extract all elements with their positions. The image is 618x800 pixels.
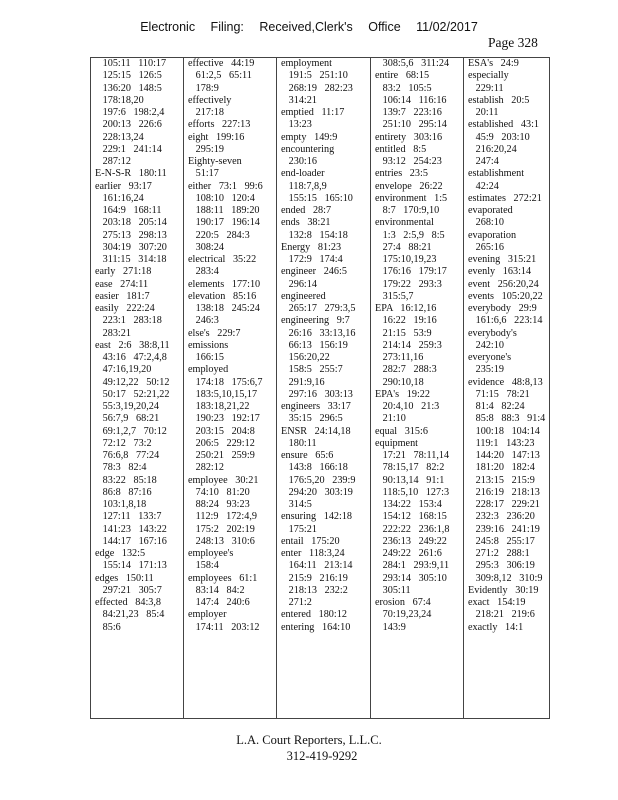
index-entry: Energy 81:23 — [281, 241, 342, 253]
index-entry: 242:10 — [468, 339, 504, 351]
index-entry: 232:3 236:20 — [468, 511, 535, 523]
index-entry: E-N-S-R 180:11 — [95, 168, 167, 180]
index-entry: 78:15,17 82:2 — [375, 462, 445, 474]
index-entry: effected 84:3,8 — [95, 597, 162, 608]
index-entry: 85:8 88:3 91:4 — [468, 413, 546, 425]
index-entry: 144:17 167:16 — [95, 535, 167, 547]
index-entry: 172:9 174:4 — [281, 254, 343, 265]
index-entry: 106:14 116:16 — [375, 94, 447, 106]
index-entry: 223:1 283:18 — [95, 315, 162, 327]
index-entry: everybody 29:9 — [468, 303, 537, 314]
index-entry: 143:9 — [375, 621, 406, 633]
index-entry: 69:1,2,7 70:12 — [95, 425, 167, 437]
index-entry: 42:24 — [468, 180, 499, 192]
index-entry: everybody's — [468, 327, 517, 339]
index-entry: EPA 16:12,16 — [375, 303, 437, 314]
index-entry: 158:5 255:7 — [281, 364, 343, 376]
index-entry: 147:4 240:6 — [188, 597, 250, 608]
index-entry: 161:16,24 — [95, 192, 144, 204]
index-entry: 103:1,8,18 — [95, 499, 147, 510]
index-entry: engineering 9:7 — [281, 315, 350, 327]
court-reporter-name: L.A. Court Reporters, L.L.C. — [236, 733, 382, 747]
index-entry: 66:13 156:19 — [281, 339, 348, 351]
index-entry: employer — [188, 609, 227, 621]
index-entry: 213:15 215:9 — [468, 474, 535, 486]
index-entry: 191:5 251:10 — [281, 70, 348, 82]
index-entry: events 105:20,22 — [468, 290, 543, 302]
index-entry: 183:18,21,22 — [188, 401, 250, 412]
index-entry: 158:4 — [188, 560, 219, 572]
index-entry: 265:16 — [468, 241, 504, 253]
index-entry: establish 20:5 — [468, 94, 530, 106]
index-entry: early 271:18 — [95, 266, 152, 278]
index-entry: 314:5 — [281, 499, 312, 510]
index-entry: 90:13,14 91:1 — [375, 474, 445, 486]
index-entry: 1:3 2:5,9 8:5 — [375, 229, 445, 241]
index-entry: 220:5 284:3 — [188, 229, 250, 241]
index-entry: 70:19,23,24 — [375, 609, 432, 621]
index-entry: 229:1 241:14 — [95, 143, 162, 155]
index-entry: exactly 14:1 — [468, 621, 524, 633]
index-entry: 174:18 175:6,7 — [188, 376, 263, 388]
index-entry: emptied 11:17 — [281, 107, 345, 118]
index-entry: 156:20,22 — [281, 352, 330, 363]
index-entry: 271:2 288:1 — [468, 548, 530, 559]
index-entry: 218:21 219:6 — [468, 609, 535, 621]
index-entry: 183:5,10,15,17 — [188, 388, 258, 400]
index-entry: employed — [188, 364, 229, 376]
index-entry: 21:10 — [375, 413, 406, 425]
index-entry: 61:2,5 65:11 — [188, 70, 252, 82]
index-entry: 284:1 293:9,11 — [375, 560, 450, 572]
index-entry: 268:19 282:23 — [281, 82, 353, 94]
index-entry: 228:13,24 — [95, 131, 144, 143]
index-entry: 295:3 306:19 — [468, 560, 535, 572]
index-entry: 93:12 254:23 — [375, 156, 442, 167]
index-column-2 — [188, 58, 274, 718]
index-entry: 118:5,10 127:3 — [375, 486, 450, 498]
index-entry: 83:2 105:5 — [375, 82, 432, 94]
index-entry: 217:18 — [188, 107, 224, 118]
index-entry: 138:18 245:24 — [188, 303, 260, 314]
index-entry: 282:12 — [188, 462, 224, 474]
index-entry: everyone's — [468, 352, 512, 363]
index-entry: ESA's 24:9 — [468, 58, 519, 69]
index-entry: 308:5,6 311:24 — [375, 58, 450, 69]
index-entry: entitled 8:5 — [375, 143, 427, 155]
index-entry: 105:11 110:17 — [95, 58, 167, 69]
index-entry: 203:18 205:14 — [95, 217, 167, 229]
index-entry: 305:11 — [375, 584, 411, 596]
index-entry: 249:22 261:6 — [375, 548, 442, 559]
index-entry: enter 118:3,24 — [281, 548, 345, 559]
index-entry: 311:15 314:18 — [95, 254, 167, 265]
index-entry: elevation 85:16 — [188, 290, 257, 302]
index-entry: 16:22 19:16 — [375, 315, 437, 327]
index-entry: 127:11 133:7 — [95, 511, 162, 523]
index-entry: 175:21 — [281, 523, 317, 535]
index-entry: effective 44:19 — [188, 58, 255, 69]
index-entry: 273:11,16 — [375, 352, 424, 363]
index-entry: 112:9 172:4,9 — [188, 511, 257, 523]
index-entry: electrical 35:22 — [188, 254, 257, 265]
index-entry: 283:21 — [95, 327, 131, 339]
index-entry: 222:22 236:1,8 — [375, 523, 450, 535]
index-entry: 84:21,23 85:4 — [95, 609, 165, 621]
index-entry: 164:11 213:14 — [281, 560, 353, 572]
index-entry: EPA's 19:22 — [375, 388, 430, 400]
index-entry: 297:21 305:7 — [95, 584, 162, 596]
index-entry: edges 150:11 — [95, 572, 154, 584]
index-entry: 247:4 — [468, 156, 499, 167]
index-entry: engineered — [281, 290, 326, 302]
index-entry: 17:21 78:11,14 — [375, 450, 450, 461]
index-entry: 200:13 226:6 — [95, 119, 162, 131]
index-entry: 161:6,6 223:14 — [468, 315, 543, 327]
index-entry: evening 315:21 — [468, 254, 537, 265]
index-entry: 45:9 203:10 — [468, 131, 530, 143]
index-entry: 20:11 — [468, 107, 499, 118]
index-entry: 143:8 166:18 — [281, 462, 348, 474]
index-entry: 144:20 147:13 — [468, 450, 540, 461]
index-entry: 282:7 288:3 — [375, 364, 437, 376]
index-entry: especially — [468, 70, 509, 82]
index-entry: 297:16 303:13 — [281, 388, 353, 400]
index-entry: ENSR 24:14,18 — [281, 425, 351, 437]
index-entry: easily 222:24 — [95, 303, 155, 314]
index-entry: 229:11 — [468, 82, 504, 94]
index-entry: 236:13 249:22 — [375, 535, 447, 547]
index-entry: empty 149:9 — [281, 131, 338, 143]
index-entry: 26:16 33:13,16 — [281, 327, 356, 339]
index-column-1 — [95, 58, 181, 718]
index-entry: emissions — [188, 339, 229, 351]
index-entry: 119:1 143:23 — [468, 437, 535, 449]
index-entry: 180:11 — [281, 437, 317, 449]
index-entry: 268:10 — [468, 217, 504, 229]
index-entry: erosion 67:4 — [375, 597, 431, 608]
index-entry: else's 229:7 — [188, 327, 241, 339]
index-entry: easier 181:7 — [95, 290, 150, 302]
index-entry: entirety 303:16 — [375, 131, 443, 143]
index-entry: elements 177:10 — [188, 278, 261, 290]
index-entry: engineer 246:5 — [281, 266, 347, 278]
index-entry: 181:20 182:4 — [468, 462, 535, 474]
index-entry: entering 164:10 — [281, 621, 351, 633]
index-entry: 206:5 229:12 — [188, 437, 255, 449]
index-entry: entail 175:20 — [281, 535, 340, 547]
index-entry: 230:16 — [281, 156, 317, 167]
index-entry: 154:12 168:15 — [375, 511, 447, 523]
index-entry: either 73:1 99:6 — [188, 180, 263, 192]
index-entry: 296:14 — [281, 278, 317, 290]
index-column-3 — [281, 58, 368, 718]
index-entry: encountering — [281, 143, 335, 155]
index-entry: 132:8 154:18 — [281, 229, 348, 241]
index-entry: 304:19 307:20 — [95, 241, 167, 253]
index-entry: end-loader — [281, 168, 325, 180]
index-entry: 166:15 — [188, 352, 224, 363]
index-entry: estimates 272:21 — [468, 192, 542, 204]
index-entry: 176:16 179:17 — [375, 266, 447, 278]
index-entry: evidence 48:8,13 — [468, 376, 543, 388]
index-entry: 309:8,12 310:9 — [468, 572, 543, 584]
index-entry: 197:6 198:2,4 — [95, 107, 165, 118]
index-entry: 21:15 53:9 — [375, 327, 432, 339]
index-entry: 251:10 295:14 — [375, 119, 447, 131]
index-entry: 8:7 170:9,10 — [375, 205, 440, 216]
court-reporter-phone: 312-419-9292 — [286, 749, 358, 763]
index-entry: east 2:6 38:8,11 — [95, 339, 170, 351]
index-entry: 246:3 — [188, 315, 219, 327]
index-entry: 139:7 223:16 — [375, 107, 442, 118]
index-entry: 295:19 — [188, 143, 224, 155]
column-divider — [463, 57, 464, 719]
index-entry: 164:9 168:11 — [95, 205, 162, 216]
index-entry: 83:22 85:18 — [95, 474, 157, 486]
index-entry: 78:3 82:4 — [95, 462, 147, 474]
index-entry: 27:4 88:21 — [375, 241, 432, 253]
index-entry: employee 30:21 — [188, 474, 259, 486]
index-entry: 294:20 303:19 — [281, 486, 353, 498]
index-entry: 100:18 104:14 — [468, 425, 540, 437]
index-entry: 218:13 232:2 — [281, 584, 348, 596]
index-entry: 155:14 171:13 — [95, 560, 167, 572]
index-entry: ends 38:21 — [281, 217, 331, 229]
index-entry: 216:19 218:13 — [468, 486, 540, 498]
index-entry: 190:17 196:14 — [188, 217, 260, 229]
index-entry: evaporation — [468, 229, 517, 241]
index-entry: earlier 93:17 — [95, 180, 152, 192]
column-divider — [276, 57, 277, 719]
index-entry: employment — [281, 58, 332, 69]
index-entry: 125:15 126:5 — [95, 70, 162, 82]
index-entry: environmental — [375, 217, 434, 229]
filing-stamp: Electronic Filing: Received,Clerk's Office 11/02/2017 — [140, 20, 478, 34]
index-entry: 50:17 52:21,22 — [95, 388, 170, 400]
index-entry: 118:7,8,9 — [281, 180, 327, 192]
index-entry: 293:14 305:10 — [375, 572, 447, 584]
index-entry: exact 154:19 — [468, 597, 526, 608]
index-entry: ensure 65:6 — [281, 450, 334, 461]
index-entry: 51:17 — [188, 168, 219, 180]
index-entry: equal 315:6 — [375, 425, 428, 437]
index-entry: 47:16,19,20 — [95, 364, 152, 376]
index-entry: 291:9,16 — [281, 376, 325, 388]
page-number: Page 328 — [488, 35, 538, 50]
index-entry: 178:9 — [188, 82, 219, 94]
column-divider — [370, 57, 371, 719]
index-entry: Evidently 30:19 — [468, 584, 539, 596]
index-entry: 178:18,20 — [95, 94, 144, 106]
index-entry: 83:14 84:2 — [188, 584, 245, 596]
index-entry: 215:9 216:19 — [281, 572, 348, 584]
index-entry: Eighty-seven — [188, 156, 242, 167]
index-entry: 245:8 255:17 — [468, 535, 535, 547]
index-entry: evaporated — [468, 205, 513, 216]
index-entry: 190:23 192:17 — [188, 413, 260, 425]
index-entry: 203:15 204:8 — [188, 425, 255, 437]
column-divider — [183, 57, 184, 719]
index-entry: 72:12 73:2 — [95, 437, 152, 449]
index-entry: 175:2 202:19 — [188, 523, 255, 535]
index-entry: 176:5,20 239:9 — [281, 474, 356, 486]
index-entry: event 256:20,24 — [468, 278, 539, 290]
index-entry: establishment — [468, 168, 525, 180]
index-entry: 287:12 — [95, 156, 131, 167]
index-entry: 86:8 87:16 — [95, 486, 152, 498]
index-entry: 314:21 — [281, 94, 317, 106]
index-column-4 — [375, 58, 461, 718]
index-entry: evenly 163:14 — [468, 266, 532, 278]
index-entry: 214:14 259:3 — [375, 339, 442, 351]
index-entry: 174:11 203:12 — [188, 621, 260, 633]
index-entry: 13:23 — [281, 119, 312, 131]
index-entry: 56:7,9 68:21 — [95, 413, 160, 425]
index-entry: 250:21 259:9 — [188, 450, 255, 461]
index-entry: 76:6,8 77:24 — [95, 450, 160, 461]
index-entry: 290:10,18 — [375, 376, 424, 388]
index-entry: employee's — [188, 548, 234, 559]
index-entry: 308:24 — [188, 241, 224, 253]
index-entry: equipment — [375, 437, 419, 449]
index-entry: entries 23:5 — [375, 168, 428, 180]
index-entry: entered 180:12 — [281, 609, 347, 621]
index-entry: 136:20 148:5 — [95, 82, 162, 94]
index-entry: 88:24 93:23 — [188, 499, 250, 510]
index-entry: 141:23 143:22 — [95, 523, 167, 535]
index-entry: 179:22 293:3 — [375, 278, 442, 290]
index-entry: 43:16 47:2,4,8 — [95, 352, 167, 363]
index-entry: 228:17 229:21 — [468, 499, 540, 510]
index-entry: 71:15 78:21 — [468, 388, 530, 400]
index-entry: eight 199:16 — [188, 131, 245, 143]
index-entry: 283:4 — [188, 266, 219, 278]
index-entry: 275:13 298:13 — [95, 229, 167, 241]
index-entry: 315:5,7 — [375, 290, 414, 302]
index-entry: 271:2 — [281, 597, 312, 608]
index-entry: 108:10 120:4 — [188, 192, 255, 204]
index-entry: 49:12,22 50:12 — [95, 376, 170, 388]
index-entry: 235:19 — [468, 364, 504, 376]
index-entry: 265:17 279:3,5 — [281, 303, 356, 314]
index-entry: employees 61:1 — [188, 572, 258, 584]
index-entry: ensuring 142:18 — [281, 511, 353, 523]
index-entry: 248:13 310:6 — [188, 535, 255, 547]
index-entry: 85:6 — [95, 621, 121, 633]
index-entry: 55:3,19,20,24 — [95, 401, 159, 412]
index-entry: 175:10,19,23 — [375, 254, 437, 265]
index-entry: efforts 227:13 — [188, 119, 251, 131]
index-entry: 35:15 296:5 — [281, 413, 343, 425]
index-entry: engineers 33:17 — [281, 401, 351, 412]
index-entry: edge 132:5 — [95, 548, 146, 559]
index-entry: effectively — [188, 94, 232, 106]
index-entry: ease 274:11 — [95, 278, 149, 290]
index-entry: envelope 26:22 — [375, 180, 443, 192]
index-entry: environment 1:5 — [375, 192, 448, 204]
index-entry: 188:11 189:20 — [188, 205, 260, 216]
index-entry: 74:10 81:20 — [188, 486, 250, 498]
index-entry: 20:4,10 21:3 — [375, 401, 440, 412]
index-entry: 81:4 82:24 — [468, 401, 525, 412]
index-entry: 155:15 165:10 — [281, 192, 353, 204]
index-column-5 — [468, 58, 548, 718]
index-entry: 134:22 153:4 — [375, 499, 442, 510]
index-entry: entire 68:15 — [375, 70, 430, 82]
index-entry: ended 28:7 — [281, 205, 332, 216]
index-entry: established 43:1 — [468, 119, 540, 131]
index-entry: 239:16 241:19 — [468, 523, 540, 535]
index-entry: 216:20,24 — [468, 143, 517, 155]
